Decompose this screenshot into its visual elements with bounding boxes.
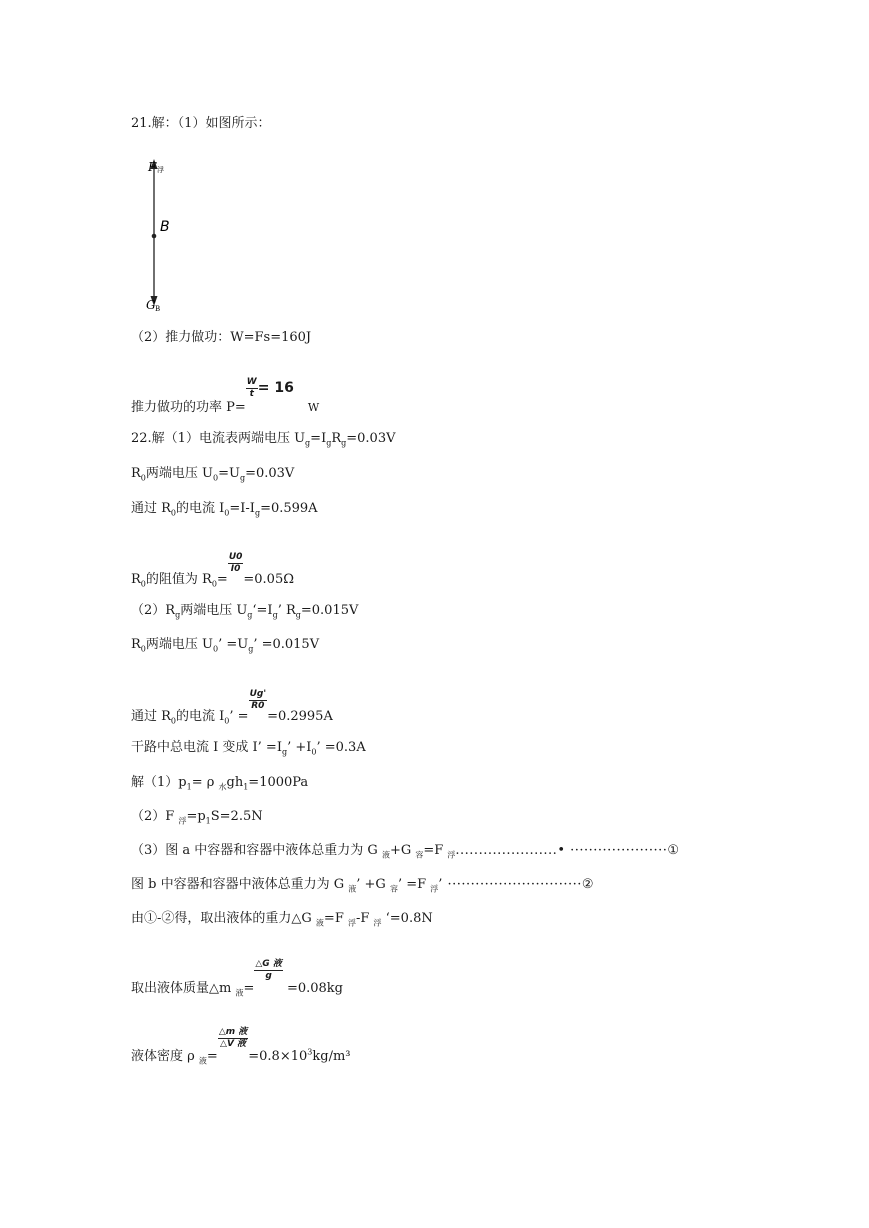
text-q22-l8b: ’ +I — [287, 740, 312, 755]
text-q22-l7b: 的电流 I — [176, 709, 225, 724]
buoyancy-label-sub: 浮 — [157, 166, 164, 174]
text-q22-l1s3: g — [341, 438, 347, 448]
q23-line-2 — [131, 809, 263, 825]
text-q23-l2b: =p — [186, 809, 206, 824]
text-q23-l3s3: 浮 — [447, 850, 456, 860]
text-q23-l1c: gh — [226, 775, 244, 790]
text-q22-l1s1: g — [305, 438, 311, 448]
text-q21-power_den: t — [249, 389, 254, 399]
text-q23-l5a: 由①-②得，取出液体的重力△G — [131, 911, 316, 926]
q22-line-1 — [131, 431, 395, 447]
text-q23-l1a: 解（1）p — [131, 775, 187, 790]
text-q22-l3s3: g — [254, 508, 261, 518]
text-q22-l3s2: 0 — [224, 508, 230, 518]
text-q23-l1b: = ρ — [191, 775, 219, 790]
text-q23-l6den: g — [265, 971, 272, 981]
text-q22-l6b: 两端电压 U — [145, 637, 213, 652]
text-q23-l6d: =0.08kg — [282, 981, 343, 996]
text-q23-l4b: ’ +G — [356, 877, 390, 892]
q21-power-line — [131, 377, 320, 419]
q22-line-2 — [131, 466, 294, 482]
q23-line-3 — [131, 843, 680, 859]
text-q22-l2d: =0.03V — [245, 466, 295, 481]
text-q22-l3b: 的电流 I — [176, 501, 225, 516]
text-q23-l5c: -F — [355, 911, 374, 926]
text-q22-l6a: R — [131, 637, 141, 652]
text-q22-l4num: U0 — [228, 552, 243, 562]
text-q22-l7s2: 0 — [224, 716, 230, 726]
text-q22-l8c: ’ =0.3A — [316, 740, 366, 755]
text-q23-l7num: △m 液 — [218, 1027, 248, 1037]
text-q22-l4den: I0 — [230, 564, 241, 574]
text-q22-l2s3: g — [239, 473, 246, 483]
text-q22-l8a: 干路中总电流 I 变成 I’ =I — [131, 740, 282, 755]
text-q23-l3c: =F — [423, 843, 448, 858]
text-q22-l5b: 两端电压 U — [180, 603, 248, 618]
text-q23-l2s1: 浮 — [178, 816, 187, 826]
text-q23-l7d: =0.8×10 — [248, 1049, 308, 1064]
text-q23-l7den: △V 液 — [220, 1039, 247, 1049]
text-q23-l3d: ......................• ·····················① — [455, 843, 680, 858]
q23-line-6 — [131, 959, 343, 1000]
q22-line-7 — [131, 689, 333, 728]
text-q22-l6s2: 0 — [212, 644, 219, 654]
text-q23-l5b: =F — [323, 911, 348, 926]
text-q23-l6num: △G 液 — [255, 959, 282, 969]
text-q23-l1s2: 水 — [218, 782, 227, 792]
text-q22-l3c: =I-I — [229, 501, 255, 516]
text-q22-l3d: =0.599A — [260, 501, 318, 516]
text-q22-l6s1: 0 — [140, 644, 146, 654]
text-q22-l1c: R — [331, 431, 342, 446]
text-q22-l5a: （2）R — [131, 603, 176, 618]
text-q23-l5s3: 浮 — [373, 918, 382, 928]
text-q23-l3s1: 液 — [381, 850, 390, 860]
text-q23-l3a: （3）图 a 中容器和容器中液体总重力为 G — [131, 843, 382, 858]
resistance-fraction — [228, 552, 244, 575]
current-fraction — [249, 689, 268, 712]
text-q22-l2s2: 0 — [212, 473, 219, 483]
text-q23-l4d: ’ ·····························② — [438, 877, 595, 892]
q22-line-3 — [131, 501, 318, 517]
text-q22-l2s1: 0 — [140, 473, 146, 483]
text-q22-l4b: 的阻值为 R — [145, 572, 212, 587]
text-q23-l2c: S=2.5N — [210, 809, 263, 824]
text-q23-l5s1: 液 — [315, 918, 324, 928]
text-q23-l7e: kg/m³ — [312, 1049, 351, 1064]
text-q22-l6s3: g — [248, 644, 254, 654]
text-q23-l4a: 图 b 中容器和容器中液体总重力为 G — [131, 877, 349, 892]
point-b-label: B — [160, 219, 170, 235]
q21-work-line: （2）推力做功：W=Fs=160J — [131, 330, 312, 345]
q22-line-4 — [131, 552, 295, 591]
text-q22-l5s1: g — [175, 610, 181, 620]
text-q22-l7d: =0.2995A — [267, 709, 333, 724]
text-q23-l7a: 液体密度 ρ — [131, 1049, 199, 1064]
text-q22-l4s2: 0 — [211, 579, 217, 589]
text-q22-l7s1: 0 — [170, 716, 177, 726]
text-q22-l5e: =0.015V — [300, 603, 359, 618]
text-q22-l5s4: g — [295, 610, 301, 620]
text-q23-l5d: ‘=0.8N — [381, 911, 433, 926]
text-q22-l4c: = — [216, 572, 228, 587]
q23-line-5 — [131, 911, 433, 927]
mass-fraction — [254, 959, 282, 982]
text-q23-l4s1: 液 — [348, 884, 357, 894]
text-q22-l7a: 通过 R — [131, 709, 171, 724]
text-q22-l5s2: g — [247, 610, 253, 620]
text-q22-l6c: ’ =U — [218, 637, 249, 652]
text-q21-power_num: W — [246, 377, 257, 387]
text-q22-l7den: R0 — [251, 701, 265, 711]
text-q22-l5c: ‘=I — [252, 603, 273, 618]
q23-line-1 — [131, 775, 308, 791]
gravity-label-sub: B — [155, 305, 161, 313]
text-q22-l6d: ’ =0.015V — [253, 637, 320, 652]
text-q23-l1s3: 1 — [243, 782, 249, 792]
q22-line-8 — [131, 740, 366, 756]
q23-line-7 — [131, 1027, 351, 1068]
text-q23-l7c: = — [206, 1049, 218, 1064]
q23-line-4 — [131, 877, 594, 893]
text-q23-l6c: = — [243, 981, 255, 996]
text-q22-l2b: 两端电压 U — [145, 466, 213, 481]
text-q22-l3a: 通过 R — [131, 501, 171, 516]
text-q22-l2c: =U — [218, 466, 240, 481]
text-q23-l1s1: 1 — [186, 782, 192, 792]
power-value: = 16 — [257, 380, 294, 396]
text-q23-l4s2: 容 — [389, 884, 398, 894]
text-q23-l6s1: 液 — [235, 988, 244, 998]
text-q23-l6a: 取出液体质量△m — [131, 981, 236, 996]
power-fraction — [246, 377, 258, 400]
text-q22-l1s2: g — [326, 438, 332, 448]
text-q23-l3s2: 容 — [415, 850, 424, 860]
text-q23-l4c: ’ =F — [397, 877, 431, 892]
text-q22-l5d: ’ R — [277, 603, 296, 618]
gravity-label: G — [146, 298, 156, 312]
buoyancy-label: F — [148, 160, 157, 174]
text-q23-l3b: +G — [389, 843, 416, 858]
text-q23-l2a: （2）F — [131, 809, 179, 824]
q21-header: 21.解：（1）如图所示： — [131, 116, 271, 131]
text-q22-l1a: 22.解（1）电流表两端电压 U — [131, 431, 306, 446]
text-q23-l5s2: 浮 — [347, 918, 356, 928]
text-q22-l5s3: g — [272, 610, 278, 620]
text-q22-l3s1: 0 — [170, 508, 177, 518]
text-q22-l7c: ’ = — [229, 709, 249, 724]
text-q22-l1d: =0.03V — [346, 431, 396, 446]
text-q22-l2a: R — [131, 466, 141, 481]
q22-line-5 — [131, 603, 358, 619]
force-diagram — [140, 155, 190, 315]
density-fraction — [218, 1027, 248, 1050]
text-q22-l1b: =I — [310, 431, 327, 446]
text-q22-l4a: R — [131, 572, 141, 587]
q22-line-6 — [131, 637, 319, 653]
text-q23-l4s3: 浮 — [430, 884, 439, 894]
text-q22-l8s2: 0 — [311, 747, 317, 757]
point-b-dot — [152, 234, 157, 239]
text-q23-l1d: =1000Pa — [248, 775, 309, 790]
text-q22-l4d: =0.05Ω — [243, 572, 295, 587]
power-prefix: 推力做功的功率 P= — [131, 400, 246, 415]
text-q22-l4s1: 0 — [140, 579, 146, 589]
text-q23-l7sup: 3 — [307, 1047, 313, 1057]
text-q22-l8s1: g — [281, 747, 288, 757]
text-q23-l7s1: 液 — [198, 1056, 207, 1066]
text-q22-l7num: Ug' — [249, 689, 267, 699]
text-q23-l2s2: 1 — [205, 816, 211, 826]
power-unit: W — [307, 401, 320, 414]
